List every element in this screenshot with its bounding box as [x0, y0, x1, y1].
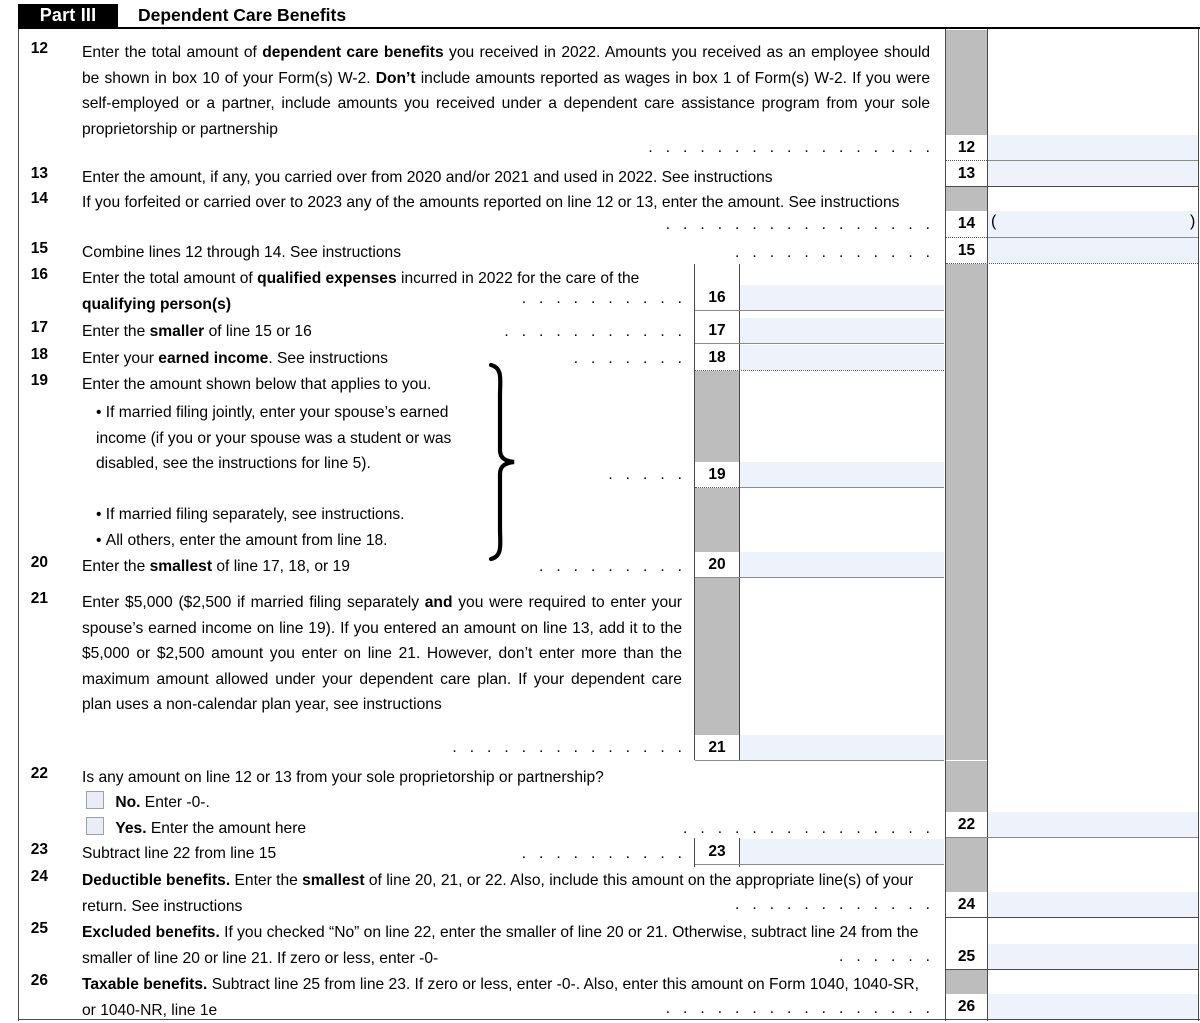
- bullet-marker: •: [96, 532, 106, 549]
- line-25-text: Excluded benefits. If you checked “No” on line 22, enter the smaller of line 20 or 21. Otherwise, subtract line 24 from the smaller of line 20 or line 21. If zero or less, enter -0-: [82, 924, 919, 967]
- line-24-text: Deductible benefits. Enter the smallest of line 20, 21, or 22. Also, include this amount on the appropriate line(s) of your return. See instructions: [82, 872, 914, 915]
- line-20-label: 20: [30, 554, 48, 571]
- line-13-text: Enter the amount, if any, you carried over from 2020 and/or 2021 and used in 2022. See instructions: [82, 169, 773, 186]
- line-16-dot-leader: . . . . . . . . . .: [521, 290, 682, 307]
- grouping-brace-icon: [484, 352, 524, 572]
- line-22-number: 22: [946, 812, 987, 837]
- line-19-bullet-3: • All others, enter the amount from line 18.: [96, 532, 388, 549]
- line-21-text: Enter $5,000 ($2,500 if married filing separately and you were required to enter your spouse’s earned income on line 19). If you entered an amount on line 13, add it to the $5,000 or $2,500 amount you enter on line 21. However, don’t enter more than the maximum amount allowed under your dependent care plan. If your dependent care plan uses a non-calendar plan year, see instructions: [82, 594, 682, 713]
- line-23-entry-field[interactable]: [740, 839, 944, 864]
- line-23-label: 23: [30, 841, 48, 858]
- line-15-dot-leader: . . . . . . . . . . . .: [735, 244, 930, 261]
- line-19-entry-field[interactable]: [740, 462, 944, 487]
- line-26-entry-field[interactable]: [988, 994, 1198, 1019]
- line-13-label: 13: [30, 165, 48, 182]
- line-12-dot-leader: . . . . . . . . . . . . . . . . .: [648, 139, 930, 156]
- line-21-label: 21: [30, 590, 48, 607]
- line-26-label: 26: [30, 972, 48, 989]
- line-17-entry-field[interactable]: [740, 318, 944, 343]
- line-24-number: 24: [946, 892, 987, 917]
- line-23-text: Subtract line 22 from line 15: [82, 845, 277, 862]
- line-14-dot-leader: . . . . . . . . . . . . . . . .: [665, 216, 930, 233]
- line-17-dot-leader: . . . . . . . . . . .: [504, 323, 682, 340]
- line-13-entry-field[interactable]: [988, 161, 1198, 186]
- line-17-label: 17: [30, 319, 48, 336]
- line-23-outer-shaded-stub: [946, 838, 987, 892]
- line-20-number: 20: [695, 552, 739, 577]
- line-21-number: 21: [695, 735, 739, 760]
- bullet-marker: •: [96, 506, 106, 523]
- line-22-no-label: No. Enter -0-.: [115, 794, 210, 811]
- line-21-entry-field[interactable]: [740, 735, 944, 760]
- line-14-entry-field[interactable]: [988, 211, 1198, 237]
- line-14-text: If you forfeited or carried over to 2023 any of the amounts reported on line 12 or 13, enter the amount. See instructions: [82, 194, 900, 211]
- line-14-paren-open: (: [991, 213, 997, 230]
- line-14-label: 14: [30, 190, 48, 207]
- line-18-number: 18: [695, 345, 739, 370]
- line-17-bottom-rule: [695, 343, 944, 344]
- line-15-entry-field[interactable]: [988, 238, 1198, 263]
- line-19-shaded-stub: [695, 371, 739, 462]
- line-14-shaded-stub: [946, 187, 987, 211]
- line-15-number: 15: [946, 238, 987, 263]
- line-26-text: Taxable benefits. Subtract line 25 from line 23. If zero or less, enter -0-. Also, enter this amount on Form 1040, 1040-SR, or 1040-NR, line 1e: [82, 976, 919, 1019]
- line-22-option-no[interactable]: [86, 790, 486, 816]
- outer-stub-shaded-16-21: [946, 264, 987, 760]
- line-22-no-checkbox[interactable]: [86, 791, 104, 809]
- line-22-label: 22: [30, 765, 48, 782]
- line-18-dot-leader: . . . . . . .: [573, 350, 682, 367]
- line-25-label: 25: [30, 920, 48, 937]
- line-12-text: Enter the total amount of dependent care benefits you received in 2022. Amounts you received as an employee should be shown in box 10 of your Form(s) W-2. Don’t include amounts reported as wages in box 1 of Form(s) W-2. If you were self-employed or a partner, include amounts you received under a dependent care assistance program from your sole proprietorship or partnership: [82, 44, 931, 138]
- line-14-paren-close: ): [1190, 213, 1196, 230]
- line-14-number: 14: [946, 211, 987, 237]
- sheet-left-rule: [18, 29, 19, 1021]
- line-22-dot-leader: . . . . . . . . . . . . . . .: [683, 820, 930, 837]
- line-16-text: Enter the total amount of qualified expenses incurred in 2022 for the care of the qualifying person(s): [82, 270, 640, 313]
- line-18-text: Enter your earned income. See instructions: [82, 350, 388, 367]
- line-17-number: 17: [695, 318, 739, 343]
- line-16-bottom-rule: [695, 310, 944, 311]
- line-19-number: 19: [695, 462, 739, 487]
- line-24-dot-leader: . . . . . . . . . . . .: [735, 896, 930, 913]
- line-20-text: Enter the smallest of line 17, 18, or 19: [82, 558, 350, 575]
- line-19-field-bottom-rule: [740, 487, 944, 488]
- line-12-shaded-stub: [946, 30, 987, 135]
- bullet-marker: •: [96, 404, 106, 421]
- line-23-bottom-rule: [695, 864, 944, 865]
- line-15-text: Combine lines 12 through 14. See instructions: [82, 244, 401, 261]
- line-19-label: 19: [30, 372, 48, 389]
- line-21-shaded-stub: [695, 578, 739, 735]
- page-title: Dependent Care Benefits: [138, 5, 347, 25]
- line-20-shaded-stub: [695, 488, 739, 552]
- line-25-dot-leader: . . . . . .: [839, 948, 930, 965]
- line-12-entry-field[interactable]: [988, 135, 1198, 160]
- part-number-badge: Part III: [18, 4, 118, 27]
- line-22-shaded-stub: [946, 761, 987, 812]
- line-20-entry-field[interactable]: [740, 552, 944, 577]
- sheet-right-rule: [1198, 29, 1199, 1021]
- line-22-yes-label: Yes. Enter the amount here: [115, 820, 307, 837]
- line-25-number: 25: [946, 944, 987, 969]
- line-16-number: 16: [695, 285, 739, 310]
- line-25-entry-field[interactable]: [988, 944, 1198, 969]
- line-13-number: 13: [946, 161, 987, 186]
- line-20-dot-leader: . . . . . . . . .: [539, 558, 682, 575]
- line-26-number: 26: [946, 994, 987, 1019]
- line-23-number: 23: [695, 839, 739, 864]
- line-24-entry-field[interactable]: [988, 892, 1198, 917]
- line-12-number: 12: [946, 135, 987, 160]
- line-26-dot-leader: . . . . . . . . . . . . . . . .: [665, 1000, 930, 1017]
- line-24-bottom-rule: [946, 917, 1198, 918]
- line-19-dot-leader: . . . . .: [608, 466, 682, 483]
- line-19-text: Enter the amount shown below that applies to you.: [82, 376, 432, 393]
- line-22-entry-field[interactable]: [988, 812, 1198, 837]
- line-16-entry-field[interactable]: [740, 285, 944, 310]
- line-24-label: 24: [30, 868, 48, 885]
- line-18-label: 18: [30, 346, 48, 363]
- line-19-bullet-1: • If married filing jointly, enter your spouse’s earned income (if you or your spouse was a student or was disabled, see the instructions for line 5).: [96, 404, 452, 472]
- line-22-text: Is any amount on line 12 or 13 from your sole proprietorship or partnership?: [82, 769, 604, 786]
- line-21-bottom-rule: [695, 760, 944, 761]
- line-15-label: 15: [30, 240, 48, 257]
- line-12-label: 12: [30, 40, 48, 57]
- line-16-label: 16: [30, 266, 48, 283]
- line-18-entry-field[interactable]: [740, 345, 944, 370]
- line-22-yes-checkbox[interactable]: [86, 817, 104, 835]
- line-23-dot-leader: . . . . . . . . . .: [521, 845, 682, 862]
- line-19-bullet-2: • If married filing separately, see instructions.: [96, 506, 405, 523]
- line-17-text: Enter the smaller of line 15 or 16: [82, 323, 312, 340]
- line-26-shaded-stub: [946, 970, 987, 994]
- line-21-dot-leader: . . . . . . . . . . . . . .: [452, 739, 682, 756]
